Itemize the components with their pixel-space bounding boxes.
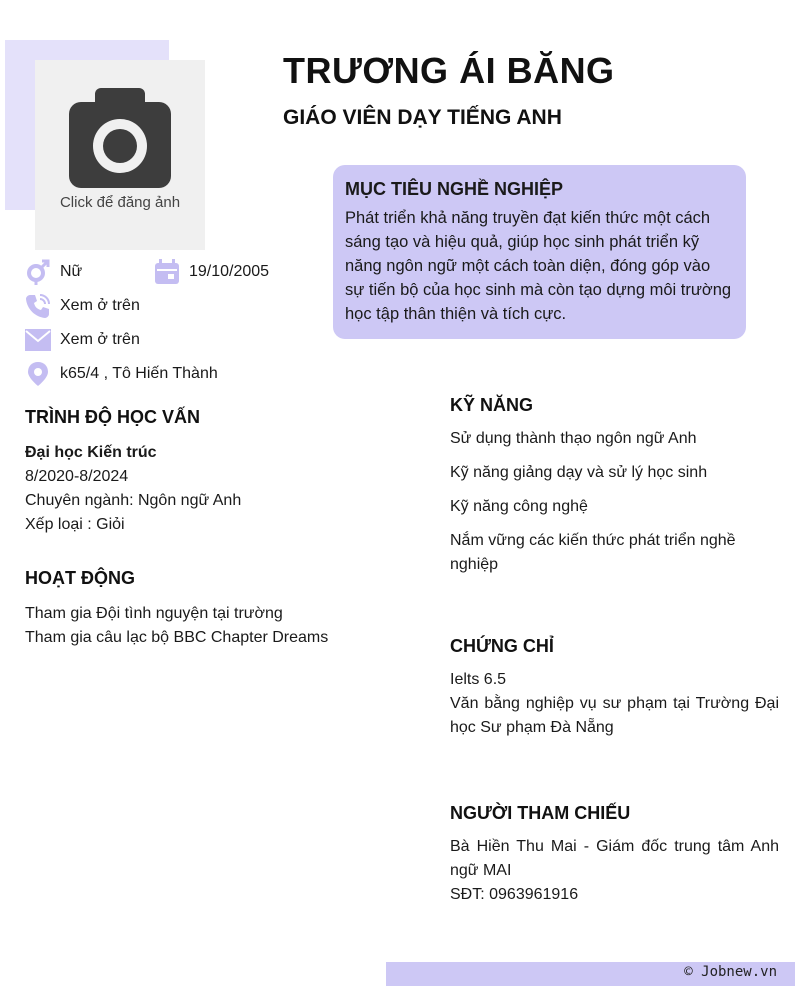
skills-section [450,427,780,577]
calendar-icon [154,259,180,285]
email-row [25,327,140,353]
skill-item: Sử dụng thành thạo ngôn ngữ Anh [450,430,697,447]
references-title: NGƯỜI THAM CHIẾU [450,803,631,823]
camera-icon [69,88,171,188]
certificate-item: Văn bằng nghiệp vụ sư phạm tại Trường Đại học Sư phạm Đà Nẵng [450,695,779,736]
skill-item: Kỹ năng công nghệ [450,498,588,515]
gender-row [25,259,82,285]
address-row [25,361,218,387]
education-school: Đại học Kiến trúc [25,444,157,461]
location-pin-icon [25,361,51,387]
photo-upload[interactable] [35,60,205,250]
education-major: Chuyên ngành: Ngôn ngữ Anh [25,492,242,509]
copyright-text: © Jobnew.vn [684,964,777,980]
certificates-title: CHỨNG CHỈ [450,636,554,656]
certificate-item: Ielts 6.5 [450,671,507,688]
skill-item: Kỹ năng giảng dạy và sử lý học sinh [450,464,708,481]
reference-item: SĐT: 0963961916 [450,886,579,903]
education-period: 8/2020-8/2024 [25,468,129,485]
career-objective [333,165,746,339]
gender-icon [25,259,51,285]
activity-item: Tham gia câu lạc bộ BBC Chapter Dreams [25,629,329,646]
photo-caption: Click để đăng ảnh [59,194,181,211]
birthday-row [154,259,269,285]
certificates-section [450,668,779,740]
education-grade: Xếp loại : Giỏi [25,516,125,533]
gender-value: Nữ [60,263,83,280]
reference-item: Bà Hiền Thu Mai - Giám đốc trung tâm Anh ngữ MAI [450,838,779,879]
objective-text: Phát triển khả năng truyền đạt kiến thức một cách sáng tạo và hiệu quả, giúp học sinh phát triển kỹ năng ngôn ngữ một cách toàn diện, đóng góp vào sự tiến bộ của học sinh mà còn tạo dựng môi trường học tập thân thiện và tích cực. [345,209,732,323]
address-value: k65/4 , Tô Hiến Thành [60,365,218,382]
job-title: GIÁO VIÊN DẠY TIẾNG ANH [283,106,562,129]
birthday-value: 19/10/2005 [189,263,270,280]
footer-bar [386,962,795,986]
skill-item: Nắm vững các kiến thức phát triển nghề nghiệp [450,532,736,573]
phone-icon [25,293,51,319]
email-value: Xem ở trên [60,331,140,348]
skills-title: KỸ NĂNG [450,395,534,415]
references-section [450,835,779,907]
activities-title: HOẠT ĐỘNG [25,568,135,588]
objective-title: MỤC TIÊU NGHỀ NGHIỆP [345,179,564,199]
full-name: TRƯƠNG ÁI BĂNG [283,50,615,91]
education-section [25,441,405,537]
activities-section [25,602,415,650]
education-title: TRÌNH ĐỘ HỌC VẤN [25,407,200,427]
phone-row [25,293,140,319]
activity-item: Tham gia Đội tình nguyện tại trường [25,605,283,622]
mail-icon [25,327,51,353]
phone-value: Xem ở trên [60,297,140,314]
